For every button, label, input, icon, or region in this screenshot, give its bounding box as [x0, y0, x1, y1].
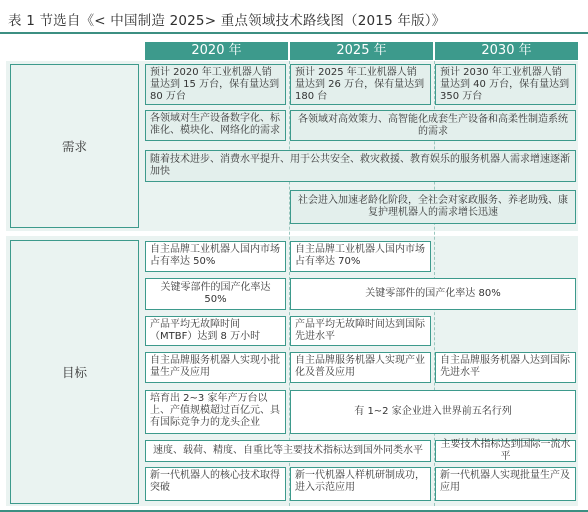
demand-public: 随着技术进步、消费水平提升、用于公共安全、救灾救援、教育娱乐的服务机器人需求增速逐渐加快	[145, 150, 576, 182]
target-service-2020: 自主品牌服务机器人实现小批量生产及应用	[145, 352, 286, 383]
target-service-2025: 自主品牌服务机器人实现产业化及普及应用	[290, 352, 431, 383]
target-parts-2020: 关键零部件的国产化率达 50%	[145, 278, 286, 310]
target-core-2020: 新一代机器人的核心技术取得突破	[145, 467, 286, 501]
target-mtbf-2020: 产品平均无故障时间（MTBF）达到 8 万小时	[145, 316, 286, 346]
target-mtbf-2025: 产品平均无故障时间达到国际先进水平	[290, 316, 431, 346]
target-core-2025: 新一代机器人样机研制成功，进入示范应用	[290, 467, 431, 501]
target-parts-2025: 关键零部件的国产化率达 80%	[290, 278, 576, 310]
target-service-2030: 自主品牌服务机器人达到国际先进水平	[435, 352, 576, 383]
demand-label: 需求	[10, 64, 139, 228]
demand-digital: 各领域对生产设备数字化、标准化、模块化、网络化的需求	[145, 110, 286, 141]
demand-sales-2030: 预计 2030 年工业机器人销量达到 40 万台，保有量达到 350 万台	[435, 64, 576, 105]
demand-sales-2020: 预计 2020 年工业机器人销量达到 15 万台，保有量达到 80 万台	[145, 64, 286, 105]
target-firm-2025: 有 1~2 家企业进入世界前五名行列	[290, 390, 576, 434]
top-rule	[0, 32, 588, 34]
target-share-2025: 自主品牌工业机器人国内市场占有率达 70%	[290, 241, 431, 272]
target-label: 目标	[10, 240, 139, 504]
target-firm-2020: 培育出 2~3 家年产万台以上、产值规模超过百亿元、具有国际竞争力的龙头企业	[145, 390, 286, 434]
demand-efficient: 各领域对高效策力、高智能化成套生产设备和高柔性制造系统的需求	[290, 110, 576, 141]
header-2020: 2020 年	[145, 42, 288, 60]
target-tech-2025: 速度、载荷、精度、自重比等主要技术指标达到国外同类水平	[145, 440, 431, 462]
header-2030: 2030 年	[435, 42, 578, 60]
demand-aging: 社会进入加速老龄化阶段，全社会对家政服务、养老助残、康复护理机器人的需求增长迅速	[290, 190, 576, 224]
target-share-2020: 自主品牌工业机器人国内市场占有率达 50%	[145, 241, 286, 272]
header-2025: 2025 年	[290, 42, 433, 60]
target-tech-2030: 主要技术指标达到国际一流水平	[435, 440, 576, 462]
table-title: 表 1 节选自《< 中国制造 2025> 重点领域技术路线图（2015 年版）》	[8, 13, 446, 29]
demand-sales-2025: 预计 2025 年工业机器人销量达到 26 万台，保有量达到 180 台	[290, 64, 431, 105]
target-core-2030: 新一代机器人实现批量生产及应用	[435, 467, 576, 501]
